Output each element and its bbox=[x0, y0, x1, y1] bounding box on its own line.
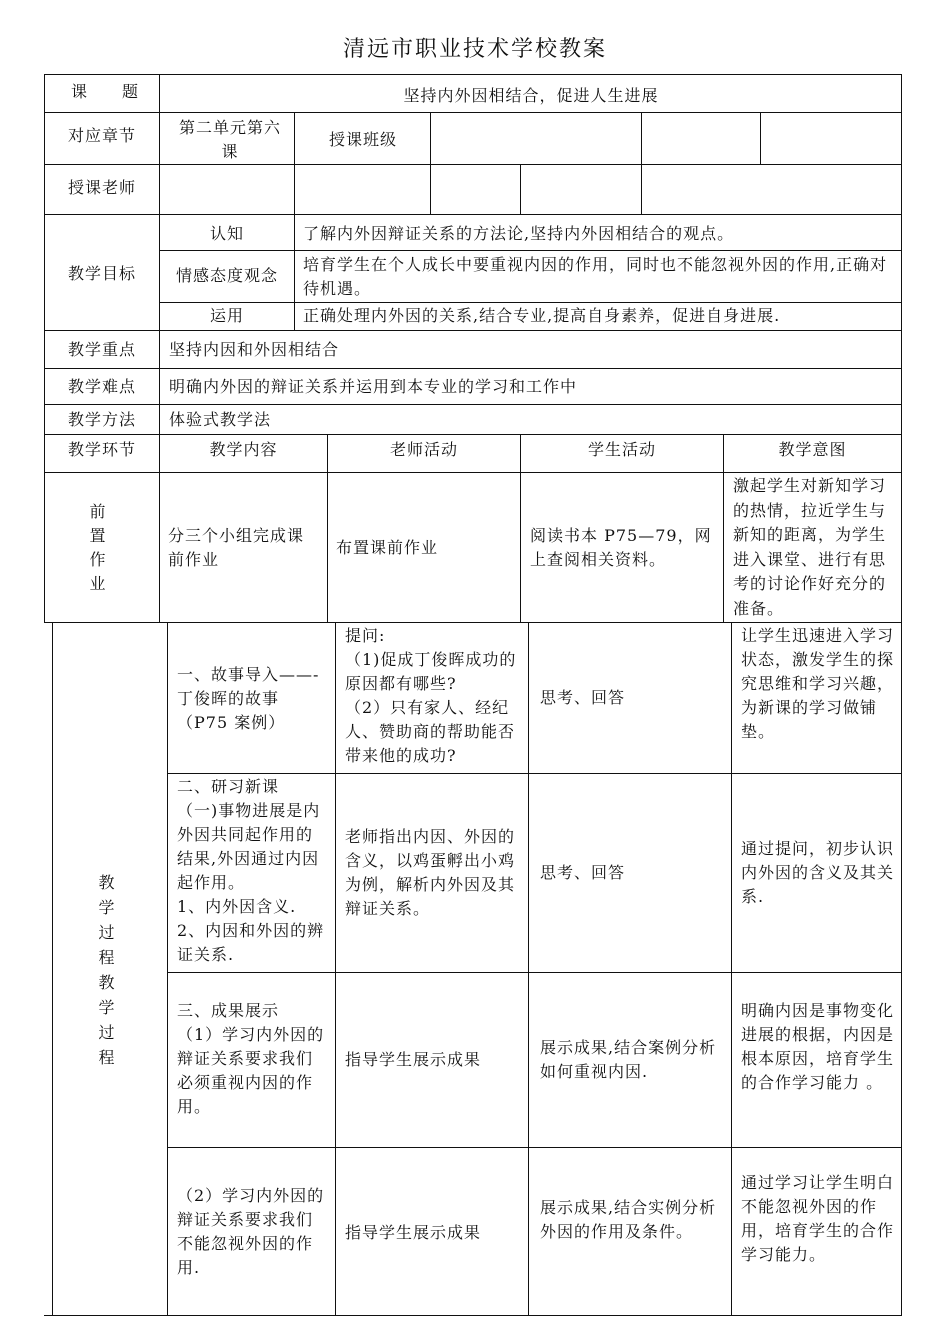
goals-label: 教学目标 bbox=[67, 264, 136, 283]
goal-text-emotion: 培育学生在个人成长中要重视内因的作用，同时也不能忽视外因的作用,正确对待机遇。 bbox=[303, 255, 888, 298]
pre-task-student: 阅读书本 P75—79，网上查阅相关资料。 bbox=[530, 526, 712, 569]
process-row-3-teacher: 指导学生展示成果 bbox=[345, 1050, 482, 1069]
chapter-value: 第二单元第六 课 bbox=[178, 118, 281, 161]
process-row-2-content: 二、研习新课 （一)事物进展是内外因共同起作用的结果,外因通过内因起作用。 1、内外因含义. 2、内因和外因的辨证关系. bbox=[177, 777, 325, 964]
document-title: 清远市职业技术学校教案 bbox=[342, 37, 607, 62]
process-row-4-content: （2）学习内外因的辩证关系要求我们不能忽视外因的作用. bbox=[177, 1186, 325, 1277]
key-point-value: 坚持内因和外因相结合 bbox=[169, 340, 340, 359]
difficulty-value: 明确内外因的辩证关系并运用到本专业的学习和工作中 bbox=[169, 377, 578, 396]
teacher-value-cell bbox=[160, 165, 294, 214]
teacher-label: 授课老师 bbox=[67, 178, 136, 197]
pre-task-stage: 前 置 作 业 bbox=[89, 502, 107, 593]
class-label: 授课班级 bbox=[328, 130, 397, 149]
process-row-4-student: 展示成果,结合实例分析外因的作用及条件。 bbox=[540, 1198, 717, 1241]
process-row-2-teacher: 老师指出内因、外因的含义，以鸡蛋孵出小鸡为例，解析内外因及其辩证关系。 bbox=[345, 827, 516, 918]
key-point-label: 教学重点 bbox=[67, 340, 136, 359]
col-stage: 教学环节 bbox=[67, 440, 136, 459]
topic-label: 课 题 bbox=[70, 82, 139, 101]
process-row-3-content: 三、成果展示 （1）学习内外因的辩证关系要求我们必须重视内因的作用。 bbox=[177, 1001, 325, 1116]
col-content: 教学内容 bbox=[209, 440, 278, 459]
goal-text-cognition: 了解内外因辩证关系的方法论,坚持内外因相结合的观点。 bbox=[303, 224, 735, 243]
difficulty-label: 教学难点 bbox=[67, 377, 136, 396]
process-row-2-intent: 通过提问，初步认识内外因的含义及其关系. bbox=[741, 839, 895, 906]
col-teacher: 老师活动 bbox=[389, 440, 458, 459]
class-value-cell bbox=[431, 113, 641, 164]
goal-name-cognition: 认知 bbox=[209, 224, 244, 243]
process-row-2-student: 思考、回答 bbox=[540, 863, 626, 882]
process-row-1-student: 思考、回答 bbox=[540, 688, 626, 707]
process-row-3-intent: 明确内因是事物变化进展的根据，内因是根本原因，培育学生的合作学习能力 。 bbox=[741, 1001, 895, 1092]
pre-task-intent: 激起学生对新知学习的热情，拉近学生与新知的距离，为学生进入课堂、进行有思考的讨论作好充分的准备。 bbox=[733, 476, 887, 618]
chapter-label: 对应章节 bbox=[67, 126, 136, 145]
method-value: 体验式教学法 bbox=[169, 410, 272, 429]
process-row-1-content: 一、故事导入——-丁俊晖的故事（P75 案例） bbox=[177, 665, 320, 732]
process-row-4-teacher: 指导学生展示成果 bbox=[345, 1223, 482, 1242]
process-label: 教 学 过 程 教 学 过 程 bbox=[98, 873, 116, 1067]
col-student: 学生活动 bbox=[587, 440, 656, 459]
pre-task-teacher: 布置课前作业 bbox=[336, 538, 439, 557]
process-row-4-intent: 通过学习让学生明白不能忽视外因的作用，培育学生的合作学习能力。 bbox=[741, 1173, 895, 1264]
goal-name-emotion: 情感态度观念 bbox=[175, 266, 278, 285]
method-label: 教学方法 bbox=[67, 410, 136, 429]
goal-text-application: 正确处理内外因的关系,结合专业,提高自身素养，促进自身进展. bbox=[303, 306, 781, 325]
goal-name-application: 运用 bbox=[209, 306, 244, 325]
process-row-1-teacher: 提问: （1)促成丁俊晖成功的原因都有哪些? （2）只有家人、经纪人、赞助商的帮助能否带来他的成功? bbox=[345, 626, 517, 765]
process-row-1-intent: 让学生迅速进入学习状态，激发学生的探究思维和学习兴趣，为新课的学习做铺垫。 bbox=[741, 626, 895, 741]
pre-task-content: 分三个小组完成课前作业 bbox=[168, 526, 305, 569]
col-intent: 教学意图 bbox=[778, 440, 847, 459]
topic-value: 坚持内外因相结合，促进人生进展 bbox=[403, 86, 659, 105]
process-row-3-student: 展示成果,结合案例分析如何重视内因. bbox=[540, 1038, 717, 1081]
